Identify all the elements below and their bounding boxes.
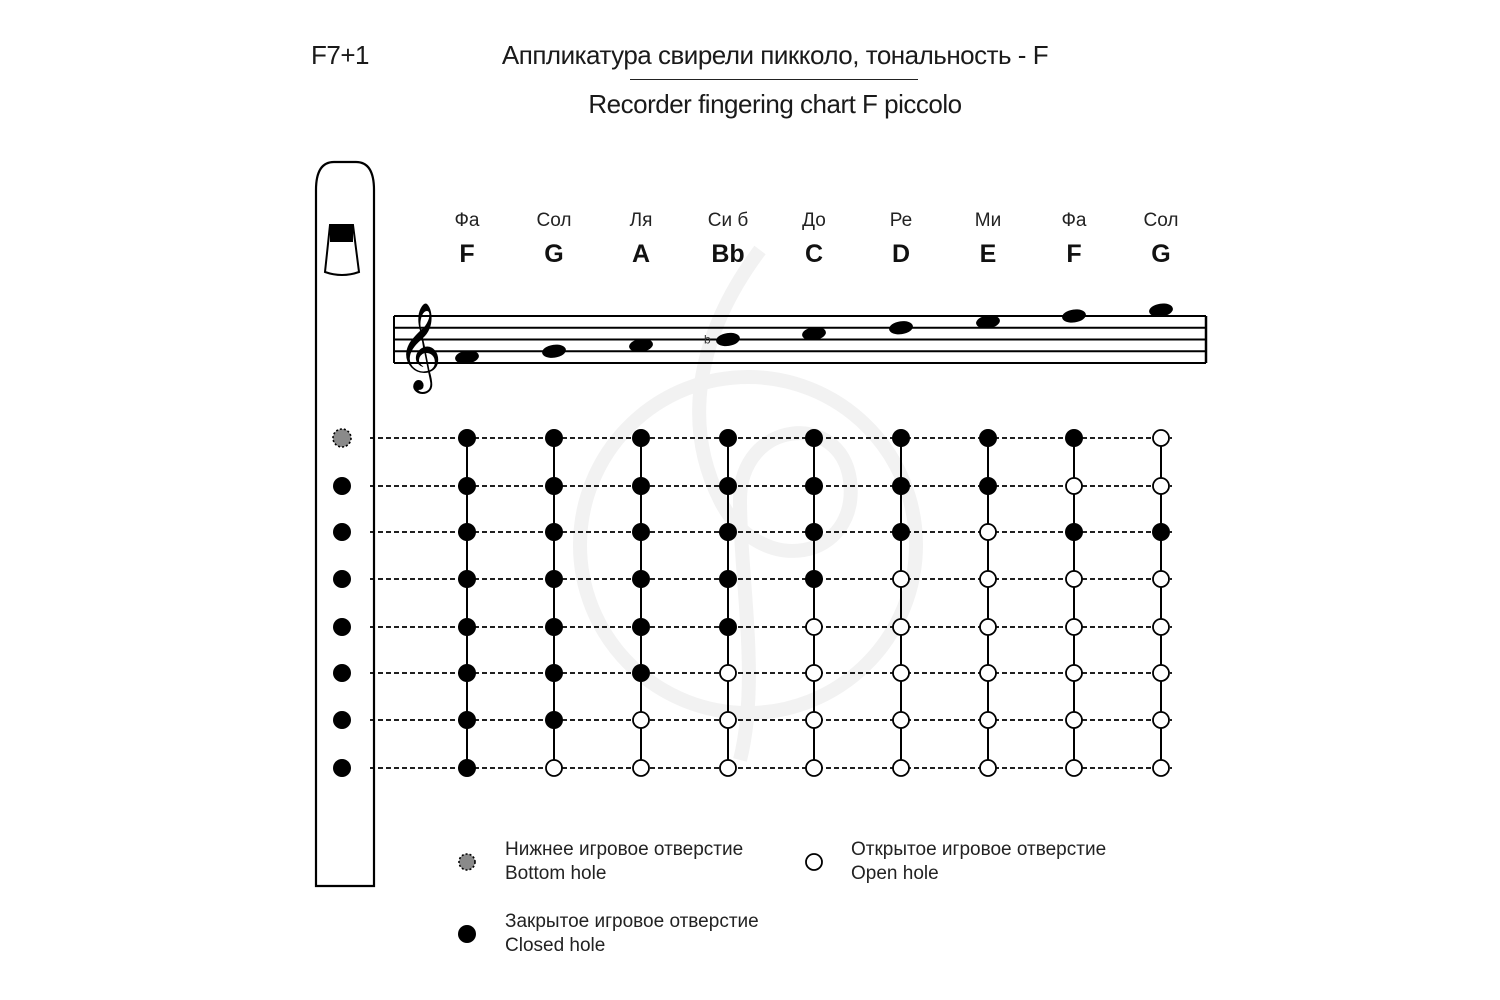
- note-label-en: D: [891, 240, 911, 268]
- open-hole-icon: [980, 571, 996, 587]
- closed-hole-icon: [333, 570, 351, 588]
- note-label-en: A: [631, 240, 651, 268]
- legend-open-en: Open hole: [851, 863, 939, 884]
- closed-hole-icon: [719, 477, 737, 495]
- closed-hole-icon: [892, 429, 910, 447]
- closed-hole-icon: [719, 523, 737, 541]
- open-hole-icon: [806, 760, 822, 776]
- note-label-en: G: [1151, 240, 1171, 268]
- closed-hole-icon: [545, 523, 563, 541]
- legend-open-ru: Открытое игровое отверстие: [851, 839, 1107, 860]
- closed-hole-icon: [979, 477, 997, 495]
- open-hole-icon: [1153, 760, 1169, 776]
- open-hole-icon: [1153, 665, 1169, 681]
- open-hole-icon: [980, 665, 996, 681]
- watermark-clef-icon: [580, 250, 916, 760]
- closed-hole-icon: [632, 618, 650, 636]
- open-hole-icon: [806, 619, 822, 635]
- closed-hole-icon: [458, 664, 476, 682]
- closed-hole-icon: [545, 429, 563, 447]
- title-russian: Аппликатура свирели пикколо, тональность - F: [501, 40, 1049, 70]
- open-hole-icon: [806, 712, 822, 728]
- legend-bottom-en: Bottom hole: [505, 863, 607, 884]
- open-hole-icon: [720, 712, 736, 728]
- bottom-hole-icon: [459, 854, 475, 870]
- closed-hole-icon: [632, 429, 650, 447]
- note-label-ru: Сол: [1143, 210, 1179, 231]
- open-hole-icon: [1153, 430, 1169, 446]
- closed-hole-icon: [1152, 523, 1170, 541]
- closed-hole-icon: [545, 618, 563, 636]
- open-hole-icon: [980, 619, 996, 635]
- open-hole-icon: [980, 712, 996, 728]
- bottom-hole-icon: [333, 429, 351, 447]
- closed-hole-icon: [632, 523, 650, 541]
- note-label-ru: Фа: [1061, 210, 1087, 231]
- closed-hole-icon: [333, 618, 351, 636]
- note-label-en: F: [1066, 240, 1082, 268]
- note-label-en: Bb: [711, 240, 745, 268]
- closed-hole-icon: [892, 477, 910, 495]
- fingering-grid: [370, 429, 1172, 777]
- open-hole-icon: [720, 760, 736, 776]
- closed-hole-icon: [458, 429, 476, 447]
- note-head-icon: [1061, 308, 1087, 324]
- closed-hole-icon: [333, 523, 351, 541]
- open-hole-icon: [633, 760, 649, 776]
- note-label-en: G: [544, 240, 564, 268]
- closed-hole-icon: [632, 570, 650, 588]
- open-hole-icon: [980, 760, 996, 776]
- closed-hole-icon: [545, 664, 563, 682]
- open-hole-icon: [893, 619, 909, 635]
- legend-closed-hole: [505, 910, 759, 958]
- legend-bottom-hole: [505, 838, 743, 886]
- open-hole-icon: [546, 760, 562, 776]
- closed-hole-icon: [979, 429, 997, 447]
- note-label-ru: Си б: [707, 210, 749, 231]
- open-hole-icon: [720, 665, 736, 681]
- open-hole-icon: [806, 854, 822, 870]
- closed-hole-icon: [632, 477, 650, 495]
- open-hole-icon: [1066, 712, 1082, 728]
- open-hole-icon: [980, 524, 996, 540]
- note-label-ru: Фа: [454, 210, 480, 231]
- closed-hole-icon: [458, 711, 476, 729]
- note-label-en: F: [459, 240, 475, 268]
- closed-hole-icon: [719, 618, 737, 636]
- closed-hole-icon: [458, 925, 476, 943]
- open-hole-icon: [1066, 760, 1082, 776]
- note-label-ru: Ре: [889, 210, 913, 231]
- flat-sign: b: [704, 332, 711, 347]
- legend-bottom-ru: Нижнее игровое отверстие: [505, 839, 744, 860]
- closed-hole-icon: [545, 570, 563, 588]
- title-english: Recorder fingering chart F piccolo: [588, 89, 962, 119]
- note-label-ru: Сол: [536, 210, 572, 231]
- open-hole-icon: [1153, 619, 1169, 635]
- open-hole-icon: [893, 571, 909, 587]
- closed-hole-icon: [458, 570, 476, 588]
- open-hole-icon: [893, 712, 909, 728]
- closed-hole-icon: [458, 618, 476, 636]
- closed-hole-icon: [333, 759, 351, 777]
- open-hole-icon: [1066, 478, 1082, 494]
- closed-hole-icon: [805, 429, 823, 447]
- open-hole-icon: [1066, 665, 1082, 681]
- chart-code: F7+1: [311, 40, 369, 70]
- open-hole-icon: [806, 665, 822, 681]
- open-hole-icon: [893, 665, 909, 681]
- closed-hole-icon: [719, 429, 737, 447]
- note-label-en: E: [979, 240, 997, 268]
- note-head-icon: [541, 343, 567, 359]
- open-hole-icon: [1153, 712, 1169, 728]
- closed-hole-icon: [805, 523, 823, 541]
- closed-hole-icon: [333, 711, 351, 729]
- closed-hole-icon: [545, 711, 563, 729]
- open-hole-icon: [1066, 619, 1082, 635]
- legend-open-hole: [851, 838, 1106, 886]
- legend-closed-ru: Закрытое игровое отверстие: [505, 911, 759, 932]
- open-hole-icon: [893, 760, 909, 776]
- open-hole-icon: [1153, 478, 1169, 494]
- note-label-ru: Ми: [974, 210, 1002, 231]
- closed-hole-icon: [545, 477, 563, 495]
- closed-hole-icon: [1065, 523, 1083, 541]
- closed-hole-icon: [333, 477, 351, 495]
- closed-hole-icon: [458, 759, 476, 777]
- closed-hole-icon: [892, 523, 910, 541]
- note-label-ru: Ля: [629, 210, 653, 231]
- legend-closed-en: Closed hole: [505, 935, 606, 956]
- closed-hole-icon: [719, 570, 737, 588]
- closed-hole-icon: [805, 477, 823, 495]
- closed-hole-icon: [632, 664, 650, 682]
- open-hole-icon: [1066, 571, 1082, 587]
- note-head-icon: [888, 320, 914, 336]
- closed-hole-icon: [805, 570, 823, 588]
- closed-hole-icon: [458, 477, 476, 495]
- treble-clef-icon: 𝄞: [397, 301, 442, 390]
- open-hole-icon: [633, 712, 649, 728]
- note-label-ru: До: [802, 210, 826, 231]
- closed-hole-icon: [458, 523, 476, 541]
- note-label-en: C: [804, 240, 824, 268]
- open-hole-icon: [1153, 571, 1169, 587]
- closed-hole-icon: [1065, 429, 1083, 447]
- closed-hole-icon: [333, 664, 351, 682]
